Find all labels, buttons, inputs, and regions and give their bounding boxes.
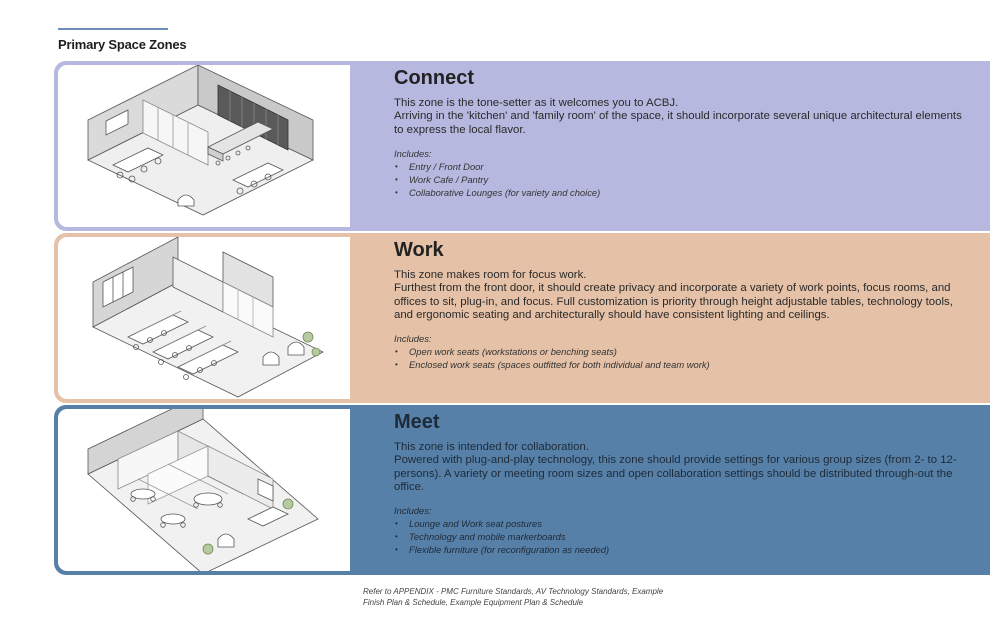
zone-description-line: Arriving in the 'kitchen' and 'family room' of the space, it should incorporate several unique architectural elements to express the local flavor. bbox=[394, 110, 962, 136]
zone-description-line: This zone is intended for collaboration. bbox=[394, 441, 590, 453]
isometric-workstations-floorplan-icon bbox=[58, 237, 350, 399]
zone-connect bbox=[54, 61, 990, 231]
appendix-footnote bbox=[363, 587, 663, 608]
zone-description-line: This zone is the tone-setter as it welcomes you to ACBJ. bbox=[394, 97, 679, 109]
zone-content bbox=[394, 237, 968, 371]
zone-illustration bbox=[58, 237, 350, 399]
includes-label: Includes: bbox=[394, 147, 432, 159]
isometric-meeting-rooms-floorplan-icon bbox=[58, 409, 350, 571]
zone-content bbox=[394, 65, 968, 199]
includes-item: • Open work seats (workstations or benching seats) bbox=[394, 345, 968, 358]
includes-item: • Entry / Front Door bbox=[394, 160, 968, 173]
includes-label: Includes: bbox=[394, 505, 432, 517]
zone-heading: Connect bbox=[394, 67, 474, 89]
includes-item: • Collaborative Lounges (for variety and choice) bbox=[394, 186, 968, 199]
includes-item: • Work Cafe / Pantry bbox=[394, 173, 968, 186]
zone-content bbox=[394, 409, 968, 556]
zone-meet bbox=[54, 405, 990, 575]
includes-item: • Flexible furniture (for reconfiguration as needed) bbox=[394, 543, 968, 556]
zone-description-line: Furthest from the front door, it should create privacy and incorporate a variety of work points, focus rooms, and offices to sit, plug-in, and focus. Full customization is priority through height adjustable tables, technology tools, and ergonomic seating and architecturally should have consistent lighting and ceilings. bbox=[394, 282, 953, 321]
includes-list bbox=[394, 517, 968, 556]
includes-label: Includes: bbox=[394, 333, 432, 345]
zone-description bbox=[394, 97, 968, 137]
isometric-cafe-floorplan-icon bbox=[58, 65, 350, 227]
zone-work bbox=[54, 233, 990, 403]
zone-heading: Work bbox=[394, 239, 444, 261]
zone-illustration bbox=[58, 65, 350, 227]
title-rule bbox=[58, 28, 168, 30]
includes-item: • Enclosed work seats (spaces outfitted for both individual and team work) bbox=[394, 358, 968, 371]
includes-list bbox=[394, 160, 968, 199]
includes-item: • Lounge and Work seat postures bbox=[394, 517, 968, 530]
footnote-line: Finish Plan & Schedule, Example Equipment Plan & Schedule bbox=[363, 597, 584, 607]
zone-description-line: Powered with plug-and-play technology, this zone should provide settings for various group sizes (from 2- to 12-persons). A variety or meeting room sizes and open collaboration settings should be distributed through-out the office. bbox=[394, 454, 957, 493]
zone-description bbox=[394, 269, 968, 322]
zone-heading: Meet bbox=[394, 411, 440, 433]
includes-list bbox=[394, 345, 968, 371]
zone-illustration bbox=[58, 409, 350, 571]
footnote-line: Refer to APPENDIX - PMC Furniture Standards, AV Technology Standards, Example bbox=[363, 587, 664, 596]
includes-item: • Technology and mobile markerboards bbox=[394, 530, 968, 543]
zone-description bbox=[394, 441, 968, 494]
zone-description-line: This zone makes room for focus work. bbox=[394, 269, 587, 281]
page-title: Primary Space Zones bbox=[58, 37, 187, 52]
